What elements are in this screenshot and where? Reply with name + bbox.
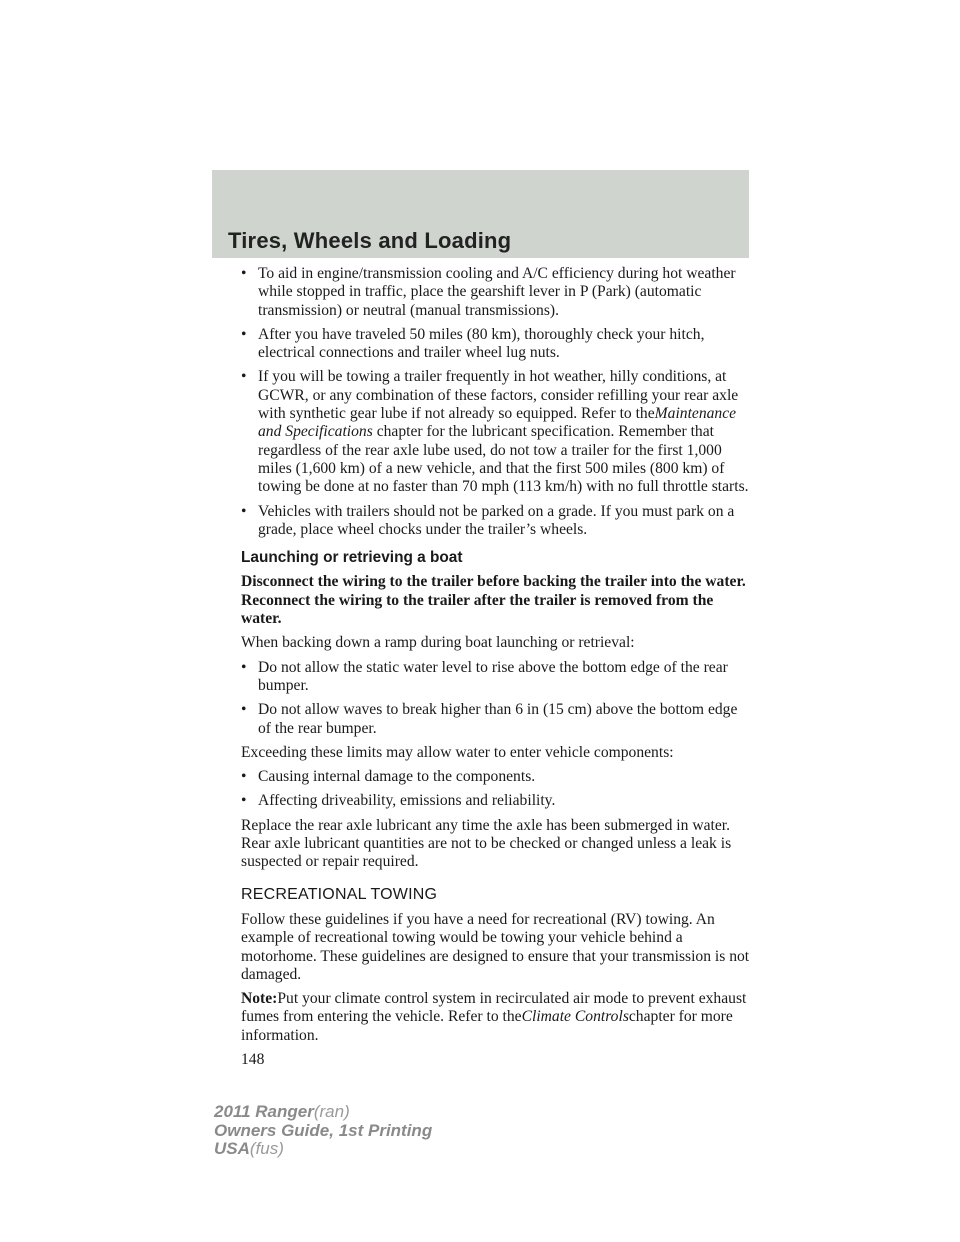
boat-heading: Launching or retrieving a boat bbox=[241, 549, 463, 567]
rv-intro: Follow these guidelines if you have a need for recreational (RV) towing. An example of recreational towing would be towing your vehicle behind a motorhome. These guidelines are designed to ensure that your transmission is not damaged. bbox=[241, 910, 750, 983]
page-number: 148 bbox=[241, 1050, 265, 1068]
chapter-reference: Climate Controls bbox=[521, 1008, 629, 1026]
note-paragraph bbox=[241, 990, 751, 1045]
list-item-text: Affecting driveability, emissions and reliability. bbox=[258, 792, 556, 810]
list-item-text: Vehicles with trailers should not be parked on a grade. If you must park on a grade, place wheel chocks under the trailer’s wheels. bbox=[258, 502, 735, 538]
boat-intro: When backing down a ramp during boat launching or retrieval: bbox=[241, 634, 635, 652]
bullet-icon: • bbox=[241, 792, 247, 810]
list-item bbox=[241, 368, 751, 496]
note-text: chapter for more information. bbox=[241, 1008, 733, 1044]
footer-model-code: (ran) bbox=[313, 1102, 350, 1121]
bullet-icon: • bbox=[241, 768, 247, 786]
footer-edition: Owners Guide, 1st Printing bbox=[214, 1120, 433, 1140]
chapter-reference: Maintenance and Specifications bbox=[258, 405, 737, 441]
list-item bbox=[241, 503, 751, 540]
replace-paragraph: Replace the rear axle lubricant any time the axle has been submerged in water. Rear axle lubricant quantities are not to be checked or changed unless a leak is suspected or repair required. bbox=[241, 816, 732, 871]
list-item-text: Causing internal damage to the components. bbox=[258, 768, 536, 786]
list-item bbox=[241, 768, 751, 786]
section-heading: RECREATIONAL TOWING bbox=[241, 885, 438, 903]
list-item-text: After you have traveled 50 miles (80 km), thoroughly check your hitch, electrical connections and trailer wheel lug nuts. bbox=[258, 325, 705, 362]
bullet-icon: • bbox=[241, 265, 247, 282]
bullet-icon: • bbox=[241, 325, 247, 343]
footer-market: USA bbox=[214, 1139, 250, 1158]
bullet-icon: • bbox=[241, 701, 247, 719]
footer-model: 2011 Ranger bbox=[214, 1102, 314, 1121]
list-item-text: To aid in engine/transmission cooling and A/C efficiency during hot weather while stopped in traffic, place the gearshift lever in P (Park) (automatic transmission) or neutral (manual transmissions). bbox=[258, 265, 736, 319]
page-title: Tires, Wheels and Loading bbox=[228, 228, 512, 253]
list-item-text: Do not allow the static water level to rise above the bottom edge of the rear bumper. bbox=[258, 658, 728, 694]
list-item-text: Do not allow waves to break higher than 6 in (15 cm) above the bottom edge of the rear bumper. bbox=[258, 701, 738, 737]
note-text: Put your climate control system in recirculated air mode to prevent exhaust fumes from entering the vehicle. Refer to the bbox=[241, 990, 747, 1026]
note-label: Note: bbox=[241, 990, 278, 1008]
list-item-text: chapter for the lubricant specification. Remember that regardless of the rear axle lube used, do not tow a trailer for the first 1,000 miles (1,600 km) of a new vehicle, and that the first 500 miles (800 km) of towing be done at no faster than 70 mph (113 km/h) with no full throttle starts. bbox=[258, 423, 749, 496]
exceed-paragraph: Exceeding these limits may allow water to enter vehicle components: bbox=[241, 743, 674, 761]
list-item bbox=[241, 326, 751, 363]
bullet-icon: • bbox=[241, 658, 247, 676]
boat-warning: Disconnect the wiring to the trailer before backing the trailer into the water. Reconnect the wiring to the trailer after the trailer is removed from the water. bbox=[241, 573, 746, 628]
list-item-text: If you will be towing a trailer frequently in hot weather, hilly conditions, at GCWR, or any combination of these factors, consider refilling your rear axle with synthetic gear lube if not already so equipped. Refer to the bbox=[258, 368, 739, 423]
footer bbox=[214, 1103, 432, 1159]
footer-market-code: (fus) bbox=[249, 1139, 284, 1158]
bullet-icon: • bbox=[241, 368, 247, 386]
bullet-icon: • bbox=[241, 502, 247, 520]
list-item bbox=[241, 265, 751, 320]
list-item bbox=[241, 792, 751, 810]
page-content bbox=[241, 265, 751, 1069]
list-item bbox=[241, 659, 751, 696]
list-item bbox=[241, 701, 751, 738]
